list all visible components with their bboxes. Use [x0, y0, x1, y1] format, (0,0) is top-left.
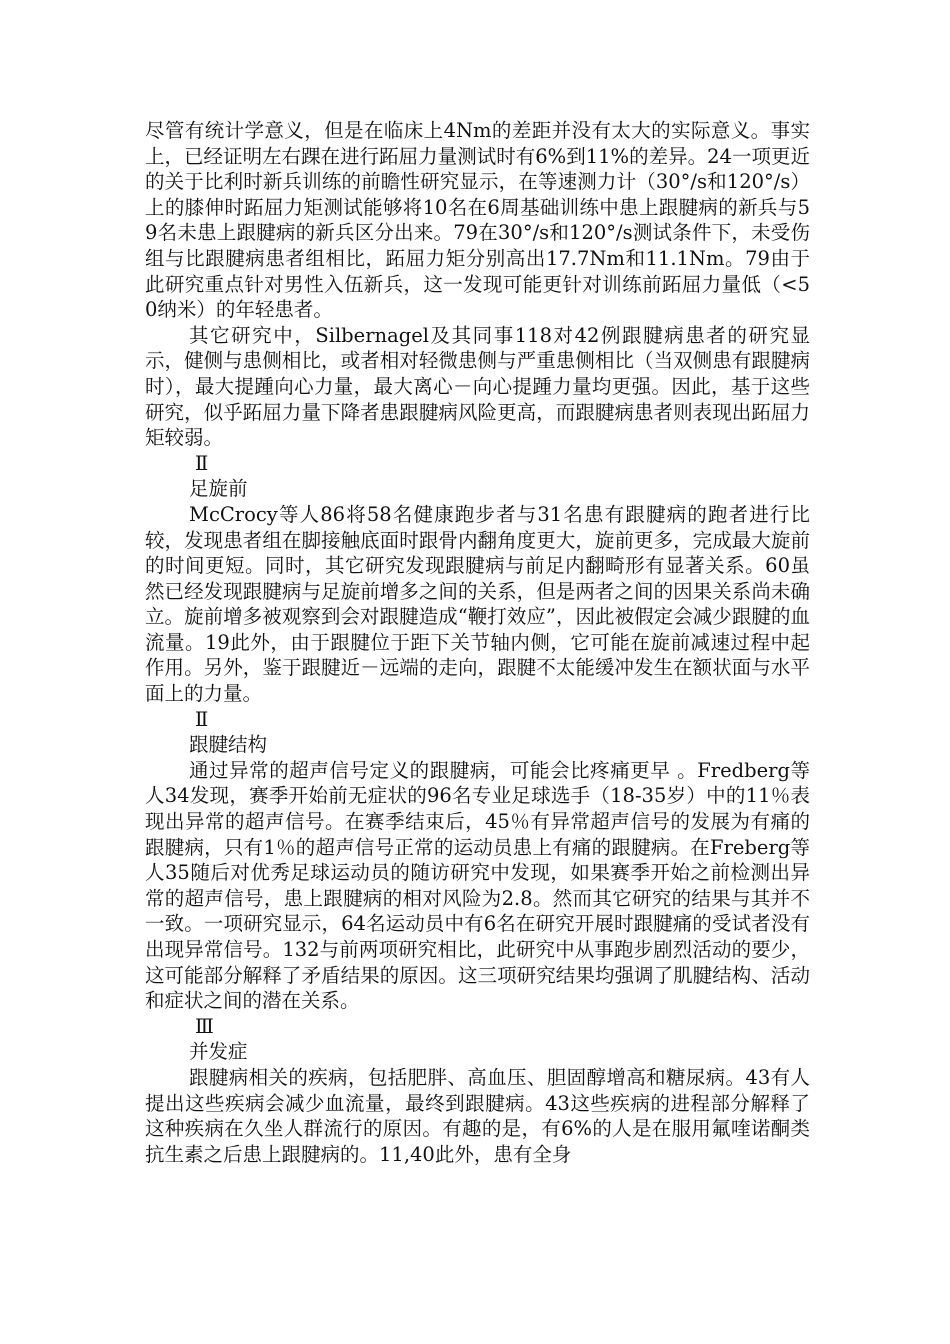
paragraph-comorbidities: 跟腱病相关的疾病，包括肥胖、高血压、胆固醇增高和糖尿病。43有人提出这些疾病会减少血流量，最终到跟腱病。43这些疾病的进程部分解释了这种疾病在久坐人群流行的原因。有趣的是，有6%的人是在服用氟喹诺酮类抗生素之后患上跟腱病的。11,40此外，患有全身 [145, 1065, 810, 1166]
section-level-roman: Ⅱ [195, 707, 209, 731]
section-level-roman: Ⅲ [195, 1014, 214, 1038]
paragraph-ultrasound-study: 通过异常的超声信号定义的跟腱病，可能会比疼痛更早 。Fredberg等人34发现，赛季开始前无症状的96名专业足球选手（18-35岁）中的11％表现出异常的超声信号。在赛季结束后，45％有异常超声信号的发展为有痛的跟腱病，只有1％的超声信号正常的运动员患上有痛的跟腱病。在Freberg等人35随后对优秀足球运动员的随访研究中发现，如果赛季开始之前检测出异常的超声信号，患上跟腱病的相对风险为2.8。然而其它研究的结果与其并不一致。一项研究显示，64名运动员中有6名在研究开展时跟腱痛的受试者没有出现异常信号。132与前两项研究相比，此研究中从事跑步剧烈活动的要少，这可能部分解释了矛盾结果的原因。这三项研究结果均强调了肌腱结构、活动和症状之间的潜在关系。 [145, 758, 810, 1013]
paragraph-pronation-study: McCrocy等人86将58名健康跑步者与31名患有跟腱病的跑者进行比较，发现患者组在脚接触底面时跟骨内翻角度更大，旋前更多，完成最大旋前的时间更短。同时，其它研究发现跟腱病与前足内翻畸形有显著关系。60虽然已经发现跟腱病与足旋前增多之间的关系，但是两者之间的因果关系尚未确立。旋前增多被观察到会对跟腱造成“鞭打效应”，因此被假定会减少跟腱的血流量。19此外，由于跟腱位于距下关节轴内侧，它可能在旋前减速过程中起作用。另外，鉴于跟腱近－远端的走向，跟腱不太能缓冲发生在额状面与水平面上的力量。 [145, 502, 810, 706]
section-heading-comorbidities: 并发症 [189, 1040, 248, 1064]
paragraph-strength-significance: 尽管有统计学意义，但是在临床上4Nm的差距并没有太大的实际意义。事实上，已经证明左右踝在进行跖屈力量测试时有6%到11%的差异。24一项更近的关于比利时新兵训练的前瞻性研究显示，在等速测力计（30°/s和120°/s）上的膝伸时跖屈力矩测试能够将10名在6周基础训练中患上跟腱病的新兵与59名未患上跟腱病的新兵区分出来。79在30°/s和120°/s测试条件下，未受伤组与比跟腱病患者组相比，跖屈力矩分别高出17.7Nm和11.1Nm。79由于此研究重点针对男性入伍新兵，这一发现可能更针对训练前跖屈力量低（<50纳米）的年轻患者。 [145, 119, 810, 322]
section-level-roman: Ⅱ [195, 451, 209, 475]
document-page [145, 118, 810, 1167]
paragraph-silbernagel-study: 其它研究中，Silbernagel及其同事118对42例跟腱病患者的研究显示，健侧与患侧相比，或者相对轻微患侧与严重患侧相比（当双侧患有跟腱病时），最大提踵向心力量，最大离心－向心提踵力量均更强。因此，基于这些研究，似乎跖屈力量下降者患跟腱病风险更高，而跟腱病患者则表现出跖屈力矩较弱。 [145, 323, 810, 450]
section-heading-tendon-structure: 跟腱结构 [189, 733, 268, 757]
section-heading-foot-pronation: 足旋前 [189, 477, 248, 501]
